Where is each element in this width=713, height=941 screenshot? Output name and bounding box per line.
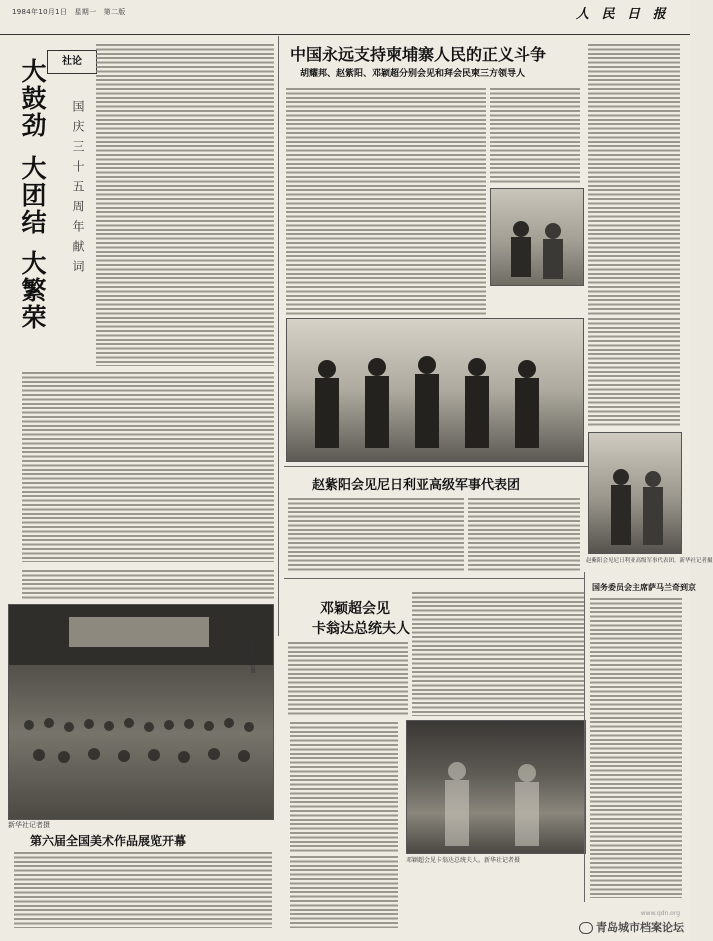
cambodia-body-1 <box>286 88 486 316</box>
deng-body-1 <box>288 642 408 716</box>
deng-body-2 <box>412 592 584 716</box>
page-header <box>0 0 690 35</box>
watermark-text <box>579 919 684 935</box>
slogan-line-2: 大团结 <box>18 155 47 236</box>
nigeria-photo-caption: 赵紫阳会见尼日利亚高级军事代表团。新华社记者摄 <box>586 558 713 564</box>
left-middle-body <box>290 722 398 852</box>
cambodia-subheadline: 胡耀邦、赵紫阳、邓颖超分别会见和拜会民柬三方领导人 <box>300 69 526 79</box>
column-rule-right <box>584 572 585 902</box>
cambodia-photo-small <box>490 188 584 286</box>
deng-headline-2: 卡翁达总统夫人 <box>312 621 410 637</box>
section-rule-deng <box>284 578 584 579</box>
editorial-body-2 <box>22 372 274 562</box>
left-photo-caption: 新华社记者摄 <box>249 640 255 673</box>
pakistan-headline: 国务委员会主席萨马兰奇到京 <box>592 582 696 592</box>
nigeria-headline: 赵紫阳会见尼日利亚高级军事代表团 <box>312 478 521 493</box>
slogan-line-3: 大繁荣 <box>18 250 47 331</box>
exhibition-banner <box>69 617 209 647</box>
art-exhibition-body <box>14 852 272 928</box>
column-rule-1 <box>278 36 279 636</box>
cambodia-meeting-photo <box>286 318 584 462</box>
right-column-body-3 <box>590 598 682 898</box>
art-exhibition-headline: 第六届全国美术作品展览开幕 <box>30 834 187 848</box>
crowd-illustration <box>9 605 273 819</box>
nigeria-photo <box>588 432 682 554</box>
editorial-subtitle: 国庆三十五周年献词 <box>71 100 85 280</box>
masthead: 人 民 日 报 <box>576 7 670 22</box>
right-column-body-1 <box>588 44 680 316</box>
deng-meeting-photo <box>406 720 586 854</box>
editorial-body-1 <box>96 44 274 366</box>
art-photo-caption: 新华社记者摄 <box>8 821 50 829</box>
issue-date: 1984年10月1日 星期一 第二版 <box>12 8 126 16</box>
nigeria-body-2 <box>468 498 580 572</box>
editorial-body-3 <box>22 570 274 600</box>
chat-bubble-icon <box>579 922 593 934</box>
art-exhibition-body-2 <box>290 856 398 928</box>
cambodia-body-2 <box>490 88 580 184</box>
nigeria-body-1 <box>288 498 464 572</box>
cambodia-headline: 中国永远支持柬埔寨人民的正义斗争 <box>290 45 547 64</box>
right-column-body-2 <box>588 318 680 428</box>
deng-headline-1: 邓颖超会见 <box>320 601 390 617</box>
watermark-label: 青岛城市档案论坛 <box>596 921 684 934</box>
slogan-line-1: 大鼓劲 <box>18 58 47 139</box>
art-exhibition-photo <box>8 604 274 820</box>
deng-photo-caption: 邓颖超会见卡翁达总统夫人。新华社记者摄 <box>406 857 521 864</box>
editorial-logo: 社论 <box>47 50 97 74</box>
watermark-site: www.qdn.org <box>640 910 680 917</box>
